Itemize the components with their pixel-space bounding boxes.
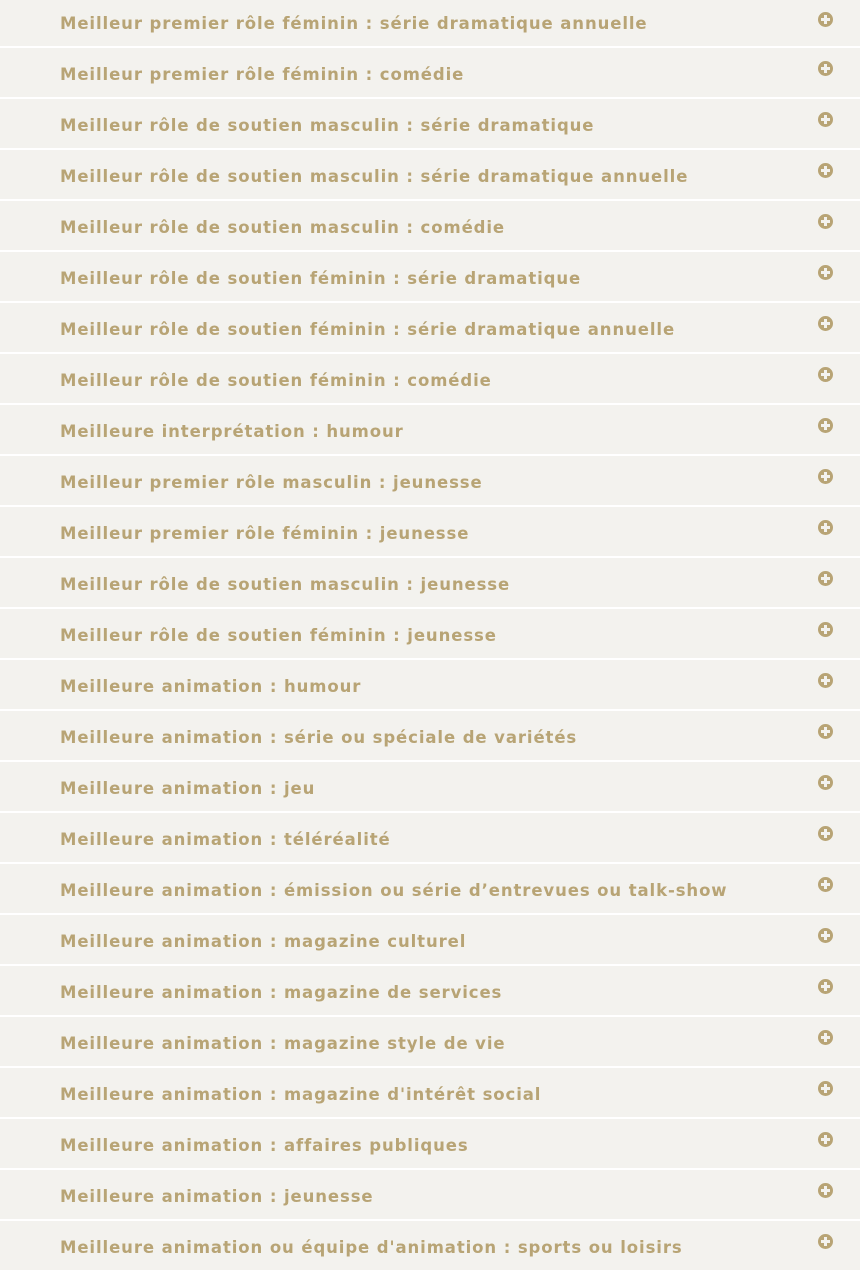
accordion-item-label: Meilleur rôle de soutien féminin : série dramatique annuelle	[60, 320, 676, 339]
plus-circle-icon[interactable]	[818, 61, 833, 76]
accordion-item-4[interactable]	[0, 150, 860, 199]
accordion-item-label: Meilleure animation : jeu	[60, 779, 316, 798]
plus-circle-icon[interactable]	[818, 214, 833, 229]
plus-circle-icon[interactable]	[818, 571, 833, 586]
plus-circle-icon[interactable]	[818, 163, 833, 178]
accordion-item-9[interactable]	[0, 405, 860, 454]
accordion-item-label: Meilleure interprétation : humour	[60, 422, 404, 441]
plus-circle-icon[interactable]	[818, 1030, 833, 1045]
accordion-item-label: Meilleur rôle de soutien féminin : comédie	[60, 371, 492, 390]
accordion-item-label: Meilleure animation : humour	[60, 677, 362, 696]
accordion-item-label: Meilleure animation : série ou spéciale de variétés	[60, 728, 578, 747]
accordion-item-label: Meilleure animation : magazine style de vie	[60, 1034, 506, 1053]
accordion-item-1[interactable]	[0, 0, 860, 46]
accordion-item-label: Meilleur rôle de soutien masculin : comédie	[60, 218, 506, 237]
accordion-item-label: Meilleur rôle de soutien masculin : jeunesse	[60, 575, 511, 594]
plus-circle-icon[interactable]	[818, 12, 833, 27]
accordion-item-label: Meilleure animation : jeunesse	[60, 1187, 374, 1206]
accordion-item-label: Meilleure animation : magazine culturel	[60, 932, 467, 951]
accordion-item-14[interactable]	[0, 660, 860, 709]
accordion-item-label: Meilleur rôle de soutien masculin : série dramatique	[60, 116, 595, 135]
plus-circle-icon[interactable]	[818, 877, 833, 892]
plus-circle-icon[interactable]	[818, 1081, 833, 1096]
accordion-item-20[interactable]	[0, 966, 860, 1015]
accordion-item-label: Meilleur premier rôle féminin : comédie	[60, 65, 465, 84]
accordion-item-label: Meilleur rôle de soutien féminin : série dramatique	[60, 269, 582, 288]
plus-circle-icon[interactable]	[818, 418, 833, 433]
accordion-item-label: Meilleur premier rôle féminin : jeunesse	[60, 524, 470, 543]
accordion-item-5[interactable]	[0, 201, 860, 250]
accordion-item-19[interactable]	[0, 915, 860, 964]
accordion-item-21[interactable]	[0, 1017, 860, 1066]
accordion-item-25[interactable]	[0, 1221, 860, 1270]
accordion-item-2[interactable]	[0, 48, 860, 97]
plus-circle-icon[interactable]	[818, 673, 833, 688]
plus-circle-icon[interactable]	[818, 724, 833, 739]
accordion-item-3[interactable]	[0, 99, 860, 148]
accordion-item-17[interactable]	[0, 813, 860, 862]
accordion-item-label: Meilleure animation : magazine de services	[60, 983, 503, 1002]
accordion-item-12[interactable]	[0, 558, 860, 607]
plus-circle-icon[interactable]	[818, 112, 833, 127]
accordion-item-label: Meilleur rôle de soutien féminin : jeunesse	[60, 626, 497, 645]
plus-circle-icon[interactable]	[818, 1132, 833, 1147]
plus-circle-icon[interactable]	[818, 622, 833, 637]
accordion-item-7[interactable]	[0, 303, 860, 352]
plus-circle-icon[interactable]	[818, 469, 833, 484]
accordion-item-label: Meilleur rôle de soutien masculin : série dramatique annuelle	[60, 167, 689, 186]
accordion-item-24[interactable]	[0, 1170, 860, 1219]
accordion-item-6[interactable]	[0, 252, 860, 301]
accordion-item-23[interactable]	[0, 1119, 860, 1168]
accordion-item-22[interactable]	[0, 1068, 860, 1117]
accordion-item-11[interactable]	[0, 507, 860, 556]
plus-circle-icon[interactable]	[818, 979, 833, 994]
accordion-item-18[interactable]	[0, 864, 860, 913]
accordion-item-15[interactable]	[0, 711, 860, 760]
accordion-item-10[interactable]	[0, 456, 860, 505]
plus-circle-icon[interactable]	[818, 265, 833, 280]
plus-circle-icon[interactable]	[818, 1234, 833, 1249]
plus-circle-icon[interactable]	[818, 928, 833, 943]
plus-circle-icon[interactable]	[818, 775, 833, 790]
plus-circle-icon[interactable]	[818, 316, 833, 331]
accordion-item-label: Meilleure animation ou équipe d'animation : sports ou loisirs	[60, 1238, 683, 1257]
accordion-item-label: Meilleure animation : téléréalité	[60, 830, 391, 849]
accordion-item-label: Meilleur premier rôle féminin : série dramatique annuelle	[60, 14, 648, 33]
accordion-item-label: Meilleure animation : magazine d'intérêt social	[60, 1085, 542, 1104]
plus-circle-icon[interactable]	[818, 826, 833, 841]
accordion-item-13[interactable]	[0, 609, 860, 658]
plus-circle-icon[interactable]	[818, 1183, 833, 1198]
accordion-item-label: Meilleure animation : affaires publiques	[60, 1136, 469, 1155]
accordion-item-label: Meilleure animation : émission ou série d’entrevues ou talk-show	[60, 881, 728, 900]
plus-circle-icon[interactable]	[818, 367, 833, 382]
accordion-item-16[interactable]	[0, 762, 860, 811]
accordion-item-8[interactable]	[0, 354, 860, 403]
accordion-item-label: Meilleur premier rôle masculin : jeunesse	[60, 473, 483, 492]
plus-circle-icon[interactable]	[818, 520, 833, 535]
